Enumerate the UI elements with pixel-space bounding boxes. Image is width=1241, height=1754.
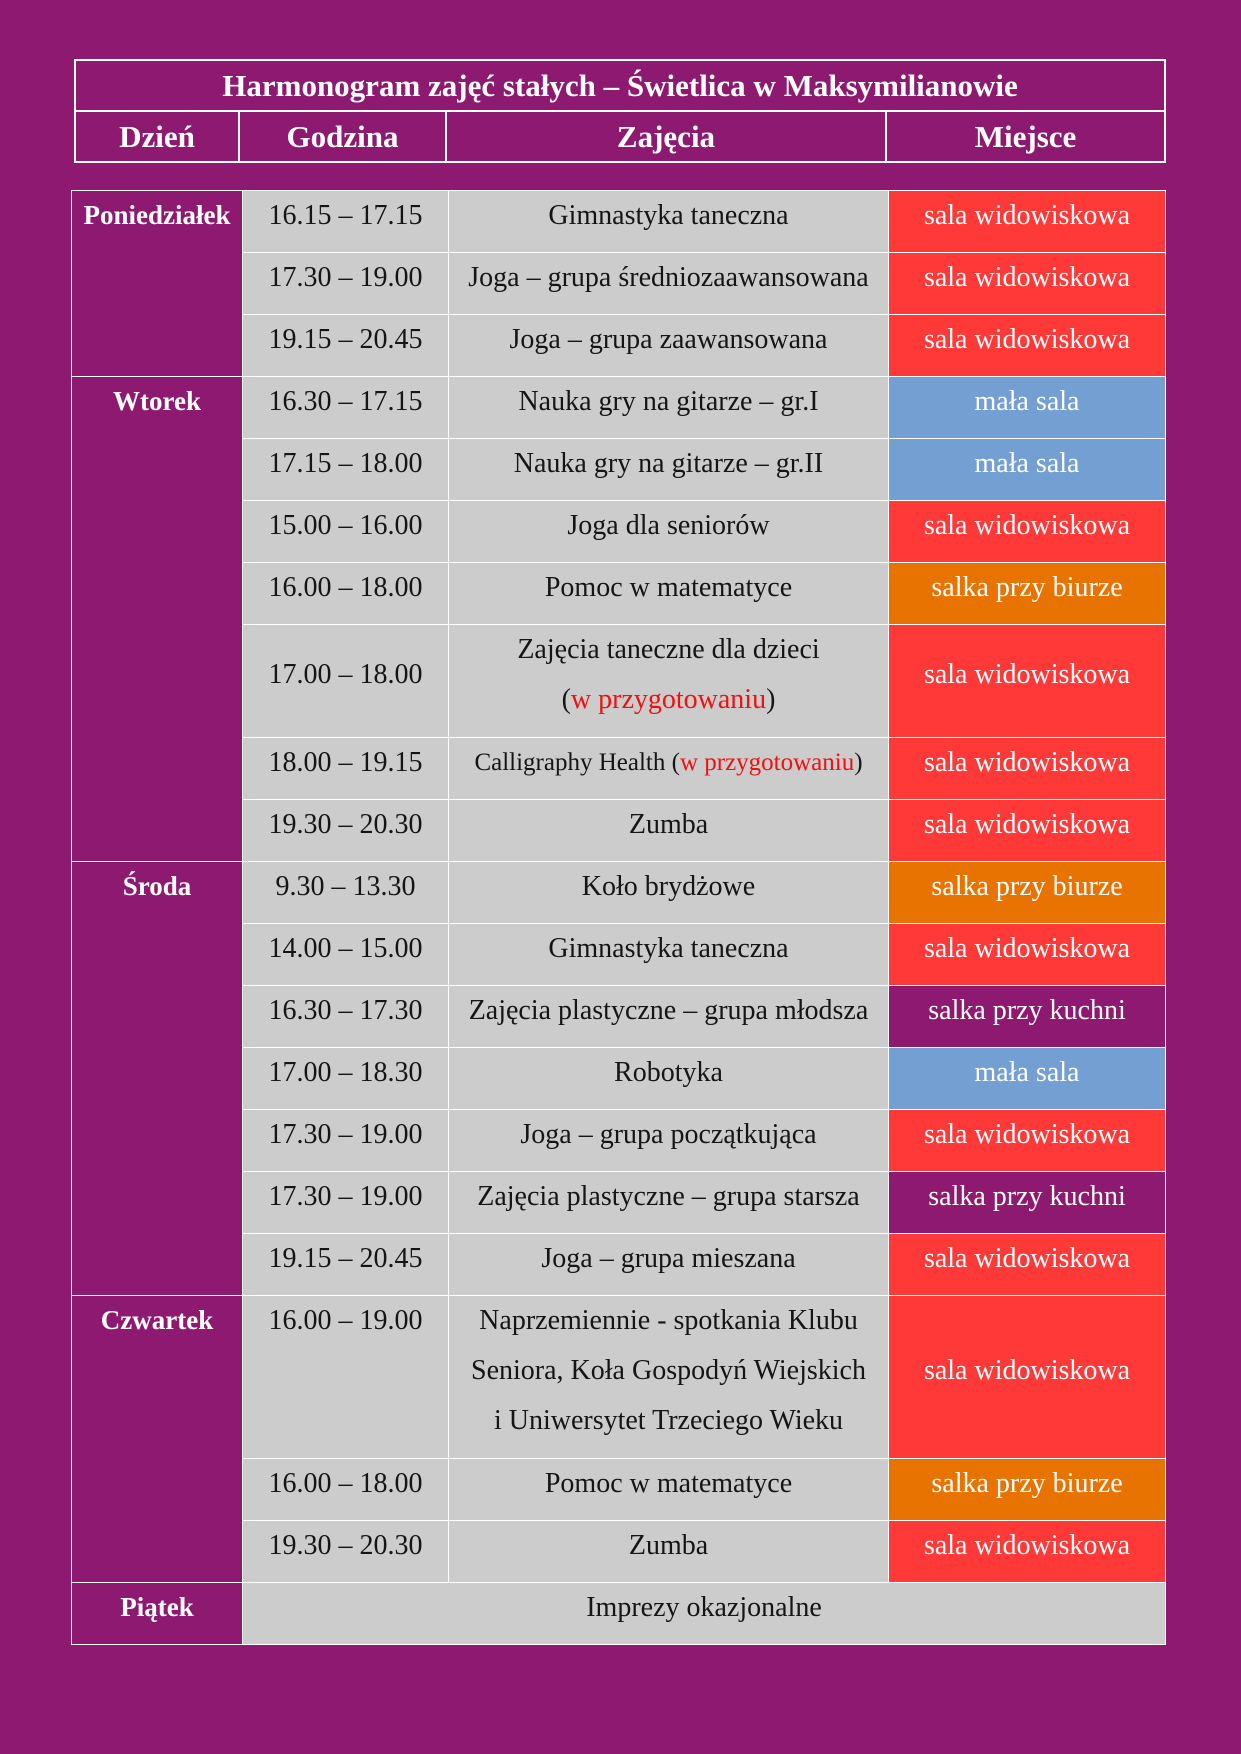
time-cell: 19.30 – 20.30 (243, 800, 449, 862)
day-friday: Piątek (72, 1583, 243, 1645)
place-cell: sala widowiskowa (889, 1521, 1166, 1583)
activity-cell: Joga – grupa mieszana (449, 1234, 889, 1296)
time-cell: 16.30 – 17.15 (243, 377, 449, 439)
place-cell: mała sala (889, 377, 1166, 439)
time-cell: 16.00 – 19.00 (243, 1296, 449, 1459)
activity-cell: Imprezy okazjonalne (243, 1583, 1166, 1645)
place-cell: sala widowiskowa (889, 191, 1166, 253)
place-cell: sala widowiskowa (889, 1234, 1166, 1296)
activity-cell: Koło brydżowe (449, 862, 889, 924)
day-wednesday: Środa (72, 862, 243, 1296)
place-text: sala widowiskowa (923, 659, 1131, 690)
table-row (72, 377, 1166, 439)
time-cell: 19.15 – 20.45 (243, 1234, 449, 1296)
column-header-time: Godzina (239, 111, 446, 162)
place-cell (889, 1296, 1166, 1459)
activity-cell: Nauka gry na gitarze – gr.II (449, 439, 889, 501)
place-cell: salka przy kuchni (889, 986, 1166, 1048)
activity-paren: ) (854, 749, 863, 776)
time-cell: 14.00 – 15.00 (243, 924, 449, 986)
schedule-header (74, 59, 1166, 163)
activity-cell: Zumba (449, 1521, 889, 1583)
activity-cell (449, 738, 889, 800)
activity-cell: Joga dla seniorów (449, 501, 889, 563)
time-cell: 18.00 – 19.15 (243, 738, 449, 800)
activity-cell: Pomoc w matematyce (449, 563, 889, 625)
place-cell: sala widowiskowa (889, 315, 1166, 377)
time-cell (243, 625, 449, 738)
time-cell: 17.30 – 19.00 (243, 1172, 449, 1234)
time-text: 17.00 – 18.00 (268, 659, 423, 690)
time-cell: 17.00 – 18.30 (243, 1048, 449, 1110)
table-row (72, 191, 1166, 253)
day-tuesday: Wtorek (72, 377, 243, 862)
place-cell: sala widowiskowa (889, 253, 1166, 315)
activity-cell: Nauka gry na gitarze – gr.I (449, 377, 889, 439)
in-preparation-note: w przygotowaniu (679, 749, 855, 776)
time-cell: 19.30 – 20.30 (243, 1521, 449, 1583)
time-cell: 15.00 – 16.00 (243, 501, 449, 563)
place-cell: mała sala (889, 1048, 1166, 1110)
time-cell: 16.15 – 17.15 (243, 191, 449, 253)
schedule-table (71, 190, 1166, 1645)
activity-paren: ) (766, 684, 776, 715)
place-cell: sala widowiskowa (889, 738, 1166, 800)
time-cell: 17.15 – 18.00 (243, 439, 449, 501)
place-cell: sala widowiskowa (889, 800, 1166, 862)
place-cell: salka przy biurze (889, 1459, 1166, 1521)
activity-cell: Gimnastyka taneczna (449, 191, 889, 253)
activity-text: Calligraphy Health ( (474, 749, 680, 776)
activity-cell: Pomoc w matematyce (449, 1459, 889, 1521)
page-title: Harmonogram zajęć stałych – Świetlica w Maksymilianowie (75, 60, 1165, 111)
activity-cell: Joga – grupa średniozaawansowana (449, 253, 889, 315)
time-cell: 16.00 – 18.00 (243, 1459, 449, 1521)
activity-cell: Joga – grupa zaawansowana (449, 315, 889, 377)
place-cell: salka przy biurze (889, 563, 1166, 625)
time-cell: 9.30 – 13.30 (243, 862, 449, 924)
activity-cell: Robotyka (449, 1048, 889, 1110)
time-cell: 17.30 – 19.00 (243, 253, 449, 315)
activity-line: Zajęcia taneczne dla dzieci (517, 634, 820, 665)
activity-line: Seniora, Koła Gospodyń Wiejskich (471, 1355, 866, 1386)
place-cell: mała sala (889, 439, 1166, 501)
activity-cell: Zumba (449, 800, 889, 862)
activity-paren: ( (561, 684, 571, 715)
table-row (72, 1583, 1166, 1645)
place-cell: sala widowiskowa (889, 924, 1166, 986)
in-preparation-note: w przygotowaniu (570, 684, 767, 715)
place-cell: sala widowiskowa (889, 501, 1166, 563)
place-cell (889, 625, 1166, 738)
place-text: sala widowiskowa (923, 1355, 1131, 1386)
activity-cell: Zajęcia plastyczne – grupa starsza (449, 1172, 889, 1234)
day-monday: Poniedziałek (72, 191, 243, 377)
column-header-day: Dzień (75, 111, 239, 162)
time-cell: 16.30 – 17.30 (243, 986, 449, 1048)
time-cell: 17.30 – 19.00 (243, 1110, 449, 1172)
activity-cell: Zajęcia plastyczne – grupa młodsza (449, 986, 889, 1048)
activity-line (453, 675, 884, 725)
place-cell: sala widowiskowa (889, 1110, 1166, 1172)
column-header-place: Miejsce (886, 111, 1165, 162)
day-thursday: Czwartek (72, 1296, 243, 1583)
activity-line: Naprzemiennie - spotkania Klubu (479, 1305, 858, 1336)
place-cell: salka przy kuchni (889, 1172, 1166, 1234)
column-header-activity: Zajęcia (446, 111, 886, 162)
place-cell: salka przy biurze (889, 862, 1166, 924)
activity-cell (449, 625, 889, 738)
table-row (72, 862, 1166, 924)
activity-cell: Joga – grupa początkująca (449, 1110, 889, 1172)
table-row (72, 1296, 1166, 1459)
activity-cell (449, 1296, 889, 1459)
time-cell: 19.15 – 20.45 (243, 315, 449, 377)
activity-line: i Uniwersytet Trzeciego Wieku (493, 1405, 844, 1436)
activity-cell: Gimnastyka taneczna (449, 924, 889, 986)
time-cell: 16.00 – 18.00 (243, 563, 449, 625)
